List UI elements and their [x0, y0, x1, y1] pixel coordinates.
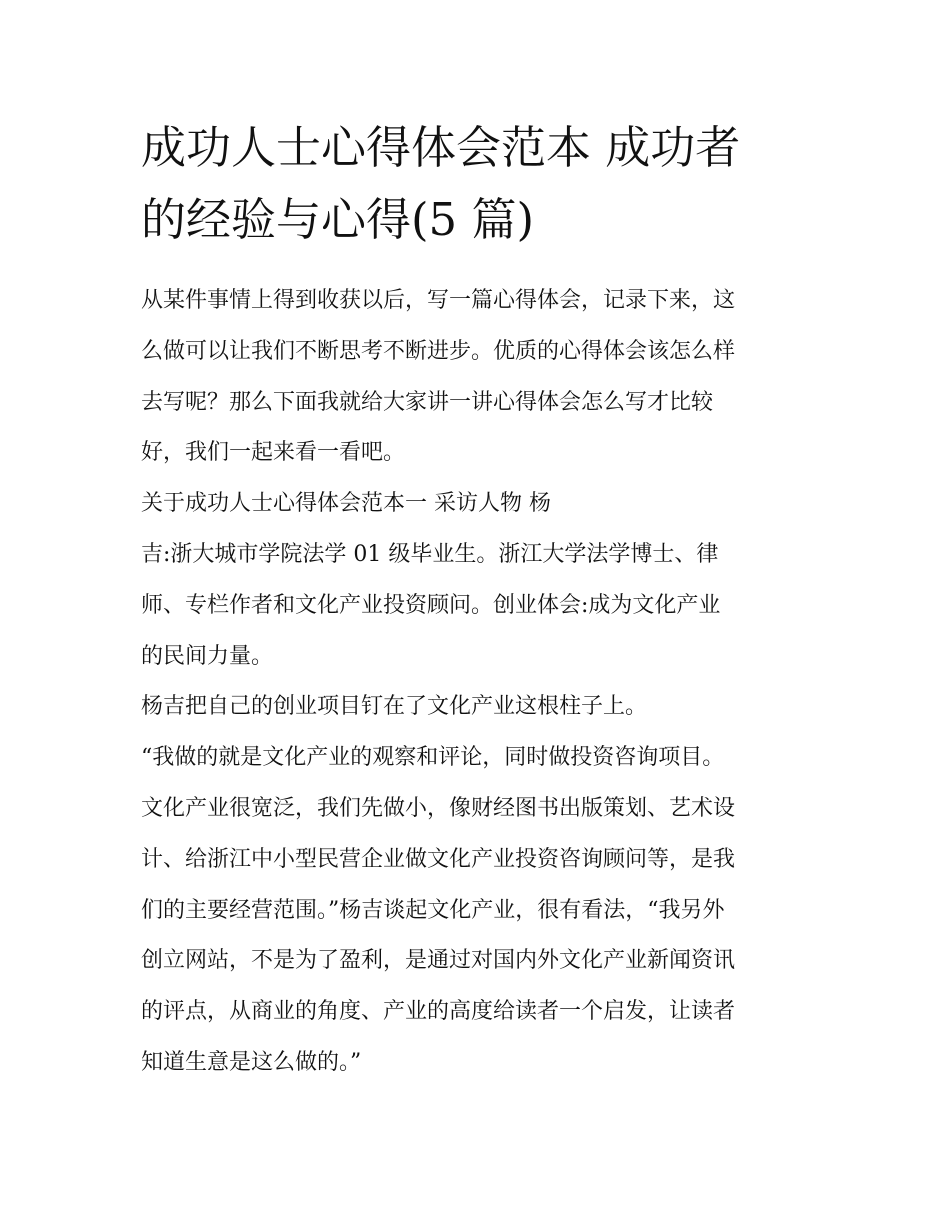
body-line: 们的主要经营范围。”杨吉谈起文化产业，很有看法，“我另外 — [141, 897, 725, 923]
body-line: “我做的就是文化产业的观察和评论，同时做投资咨询项目。 — [141, 745, 725, 771]
body-line: 从某件事情上得到收获以后，写一篇心得体会，记录下来，这 — [141, 288, 736, 313]
body-line: 好，我们一起来看一看吧。 — [141, 440, 406, 466]
body-line: 文化产业很宽泛，我们先做小，像财经图书出版策划、艺术设 — [141, 795, 736, 821]
document-title — [141, 112, 813, 256]
document-body — [141, 276, 813, 1089]
title-line: 的经验与心得(5 篇) — [141, 193, 535, 246]
body-line: 知道生意是这么做的。” — [141, 1049, 362, 1075]
body-line: 创立网站，不是为了盈利，是通过对国内外文化产业新闻资讯 — [141, 948, 736, 974]
body-line: 吉:浙大城市学院法学 01 级毕业生。浙江大学法学博士、律 — [141, 541, 719, 567]
body-line: 关于成功人士心得体会范本一 采访人物 杨 — [141, 491, 551, 517]
document-page — [141, 112, 813, 1089]
body-line: 的评点，从商业的角度、产业的高度给读者一个启发，让读者 — [141, 999, 736, 1025]
title-line: 成功人士心得体会范本 成功者 — [141, 121, 741, 174]
body-line: 么做可以让我们不断思考不断进步。优质的心得体会该怎么样 — [141, 338, 736, 364]
body-line: 去写呢？那么下面我就给大家讲一讲心得体会怎么写才比较 — [141, 389, 714, 415]
body-line: 的民间力量。 — [141, 643, 274, 669]
body-line: 杨吉把自己的创业项目钉在了文化产业这根柱子上。 — [141, 694, 648, 720]
body-line: 师、专栏作者和文化产业投资顾问。创业体会:成为文化产业 — [141, 592, 721, 618]
body-line: 计、给浙江中小型民营企业做文化产业投资咨询顾问等，是我 — [141, 846, 736, 872]
